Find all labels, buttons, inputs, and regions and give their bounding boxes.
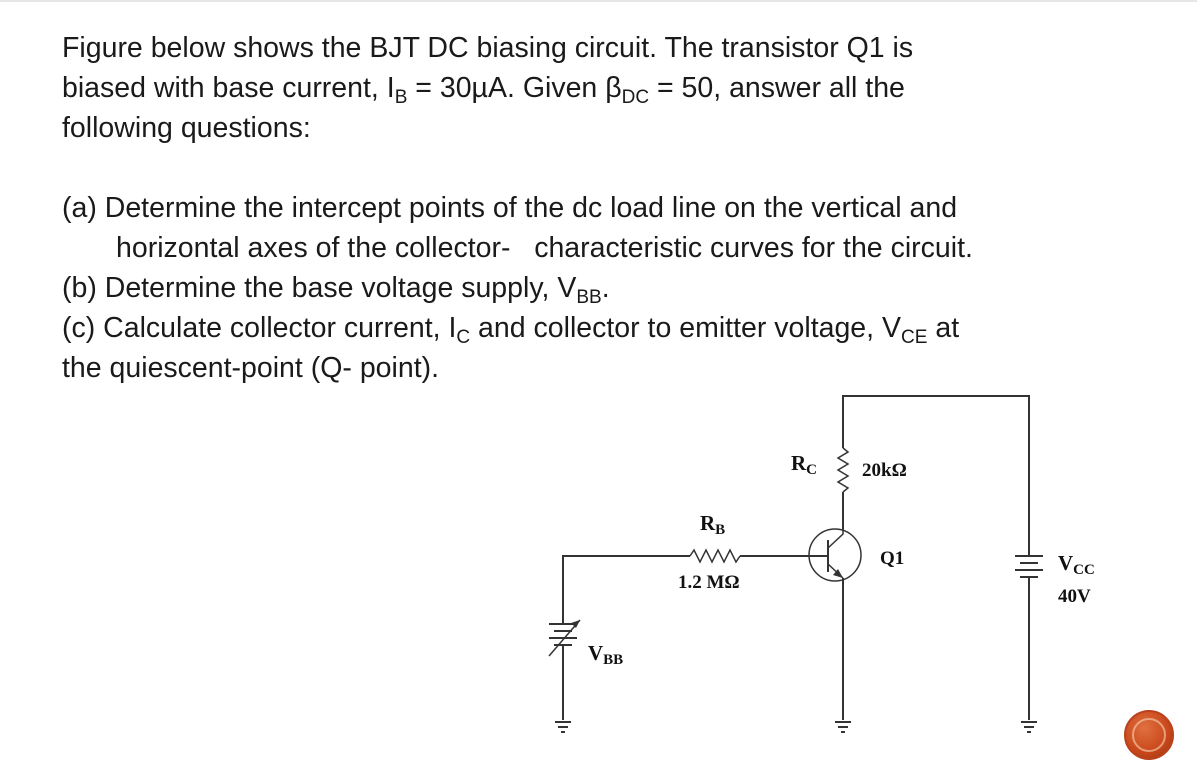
base-left-wire	[563, 556, 690, 624]
rb-resistor	[690, 550, 740, 562]
vbb-arrowhead-icon	[571, 620, 580, 628]
intro-line-2: biased with base current, $I_B = 30\mu A$. Given $\beta_{DC} = 50$, answer all the	[62, 72, 905, 108]
rc-resistor	[838, 448, 848, 492]
vcc-label: VCC	[1058, 551, 1095, 578]
vcc-value: 40V	[1058, 586, 1091, 607]
part-c-line-2: the quiescent-point (Q- point).	[62, 352, 440, 384]
part-a-line-1: (a) Determine the intercept points of the dc load line on the vertical and	[62, 192, 958, 224]
intro-line-1: Figure below shows the BJT DC biasing circuit. The transistor Q1 is	[62, 32, 914, 64]
logo-ring-icon	[1132, 718, 1166, 752]
vbb-label: VBB	[588, 641, 624, 668]
part-c-line-1: (c) Calculate collector current, $I_C$ and collector to emitter voltage, $V_{CE}$ at	[62, 312, 960, 348]
rc-value: 20kΩ	[862, 460, 907, 481]
rc-label: RC	[791, 451, 818, 478]
rb-value: 1.2 MΩ	[678, 572, 740, 593]
q1-collector-lead	[828, 530, 843, 548]
emitter-ground-icon	[835, 722, 851, 732]
part-a-line-2: horizontal axes of the collector- characteristic curves for the circuit.	[116, 232, 973, 264]
intro-line-3: following questions:	[62, 112, 311, 144]
rb-label: RB	[700, 511, 726, 538]
vbb-ground-icon	[555, 722, 571, 732]
part-b: (b) Determine the base voltage supply, $V_{BB}$.	[62, 272, 610, 308]
vcc-ground-icon	[1021, 722, 1037, 732]
q1-label: Q1	[880, 548, 905, 569]
